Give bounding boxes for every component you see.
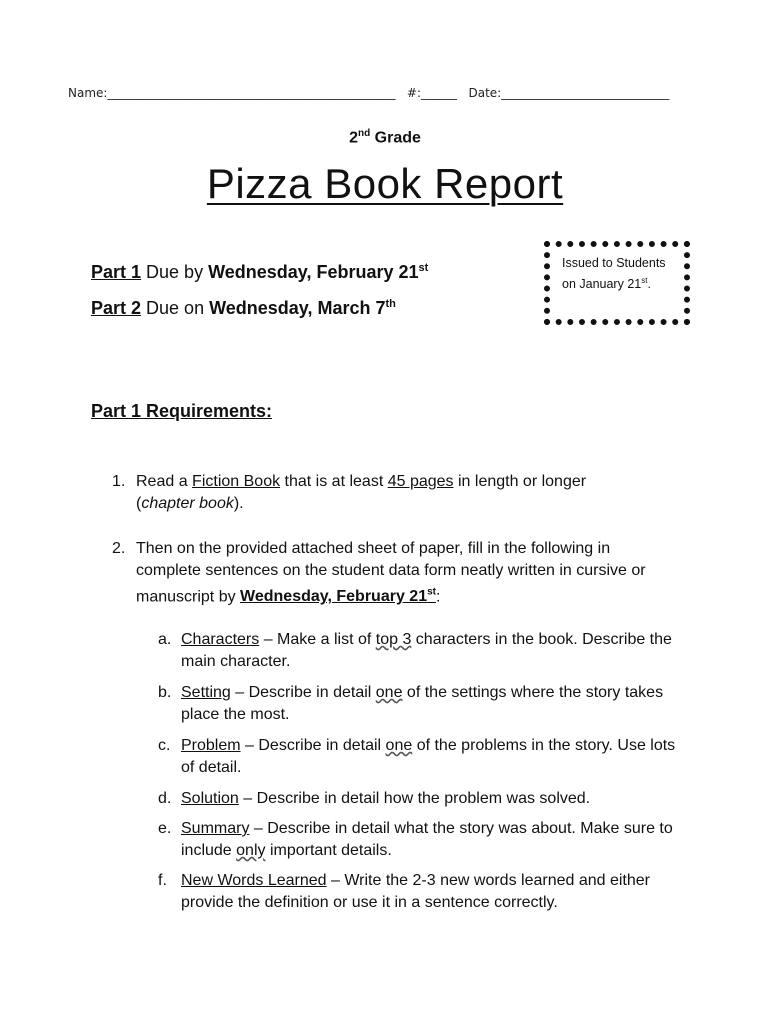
sub-item-problem: c. Problem – Describe in detail one of the problems in the story. Use lots of detail.: [158, 737, 676, 776]
issued-stamp-box: [544, 241, 690, 325]
number-field[interactable]: #:______: [406, 86, 458, 100]
sub-item-characters: a. Characters – Make a list of top 3 characters in the book. Describe the main character.: [158, 631, 672, 670]
due-part-2: Part 2 Due on Wednesday, March 7th: [91, 298, 396, 318]
requirement-item-1: 1. Read a Fiction Book that is at least 45 pages in length or longer (chapter book).: [112, 473, 587, 512]
sub-item-new-words: f. New Words Learned – Write the 2-3 new words learned and either provide the definition or use it in a sentence correctly.: [158, 872, 650, 911]
grade-label: 2nd Grade: [349, 128, 421, 147]
stamp-line-2: on January 21st.: [562, 276, 651, 292]
sub-item-solution: d. Solution – Describe in detail how the problem was solved.: [158, 790, 591, 807]
student-info-line: [68, 86, 708, 100]
page-title: Pizza Book Report: [206, 160, 564, 207]
sub-item-summary: e. Summary – Describe in detail what the story was about. Make sure to include only important details.: [158, 820, 673, 859]
requirements-heading: Part 1 Requirements:: [91, 401, 273, 421]
date-field[interactable]: Date:____________________________: [468, 86, 670, 100]
due-part-1: Part 1 Due by Wednesday, February 21st: [91, 262, 429, 282]
name-field[interactable]: Name:________________________________________________: [68, 86, 396, 100]
requirement-item-2: 2. Then on the provided attached sheet of paper, fill in the following in complete sentences on the student data form neatly written in cursive or manuscript by Wednesday, February 21st:: [112, 540, 646, 606]
stamp-line-1: Issued to Students: [562, 256, 666, 270]
sub-item-setting: b. Setting – Describe in detail one of the settings where the story takes place the most.: [158, 684, 664, 723]
